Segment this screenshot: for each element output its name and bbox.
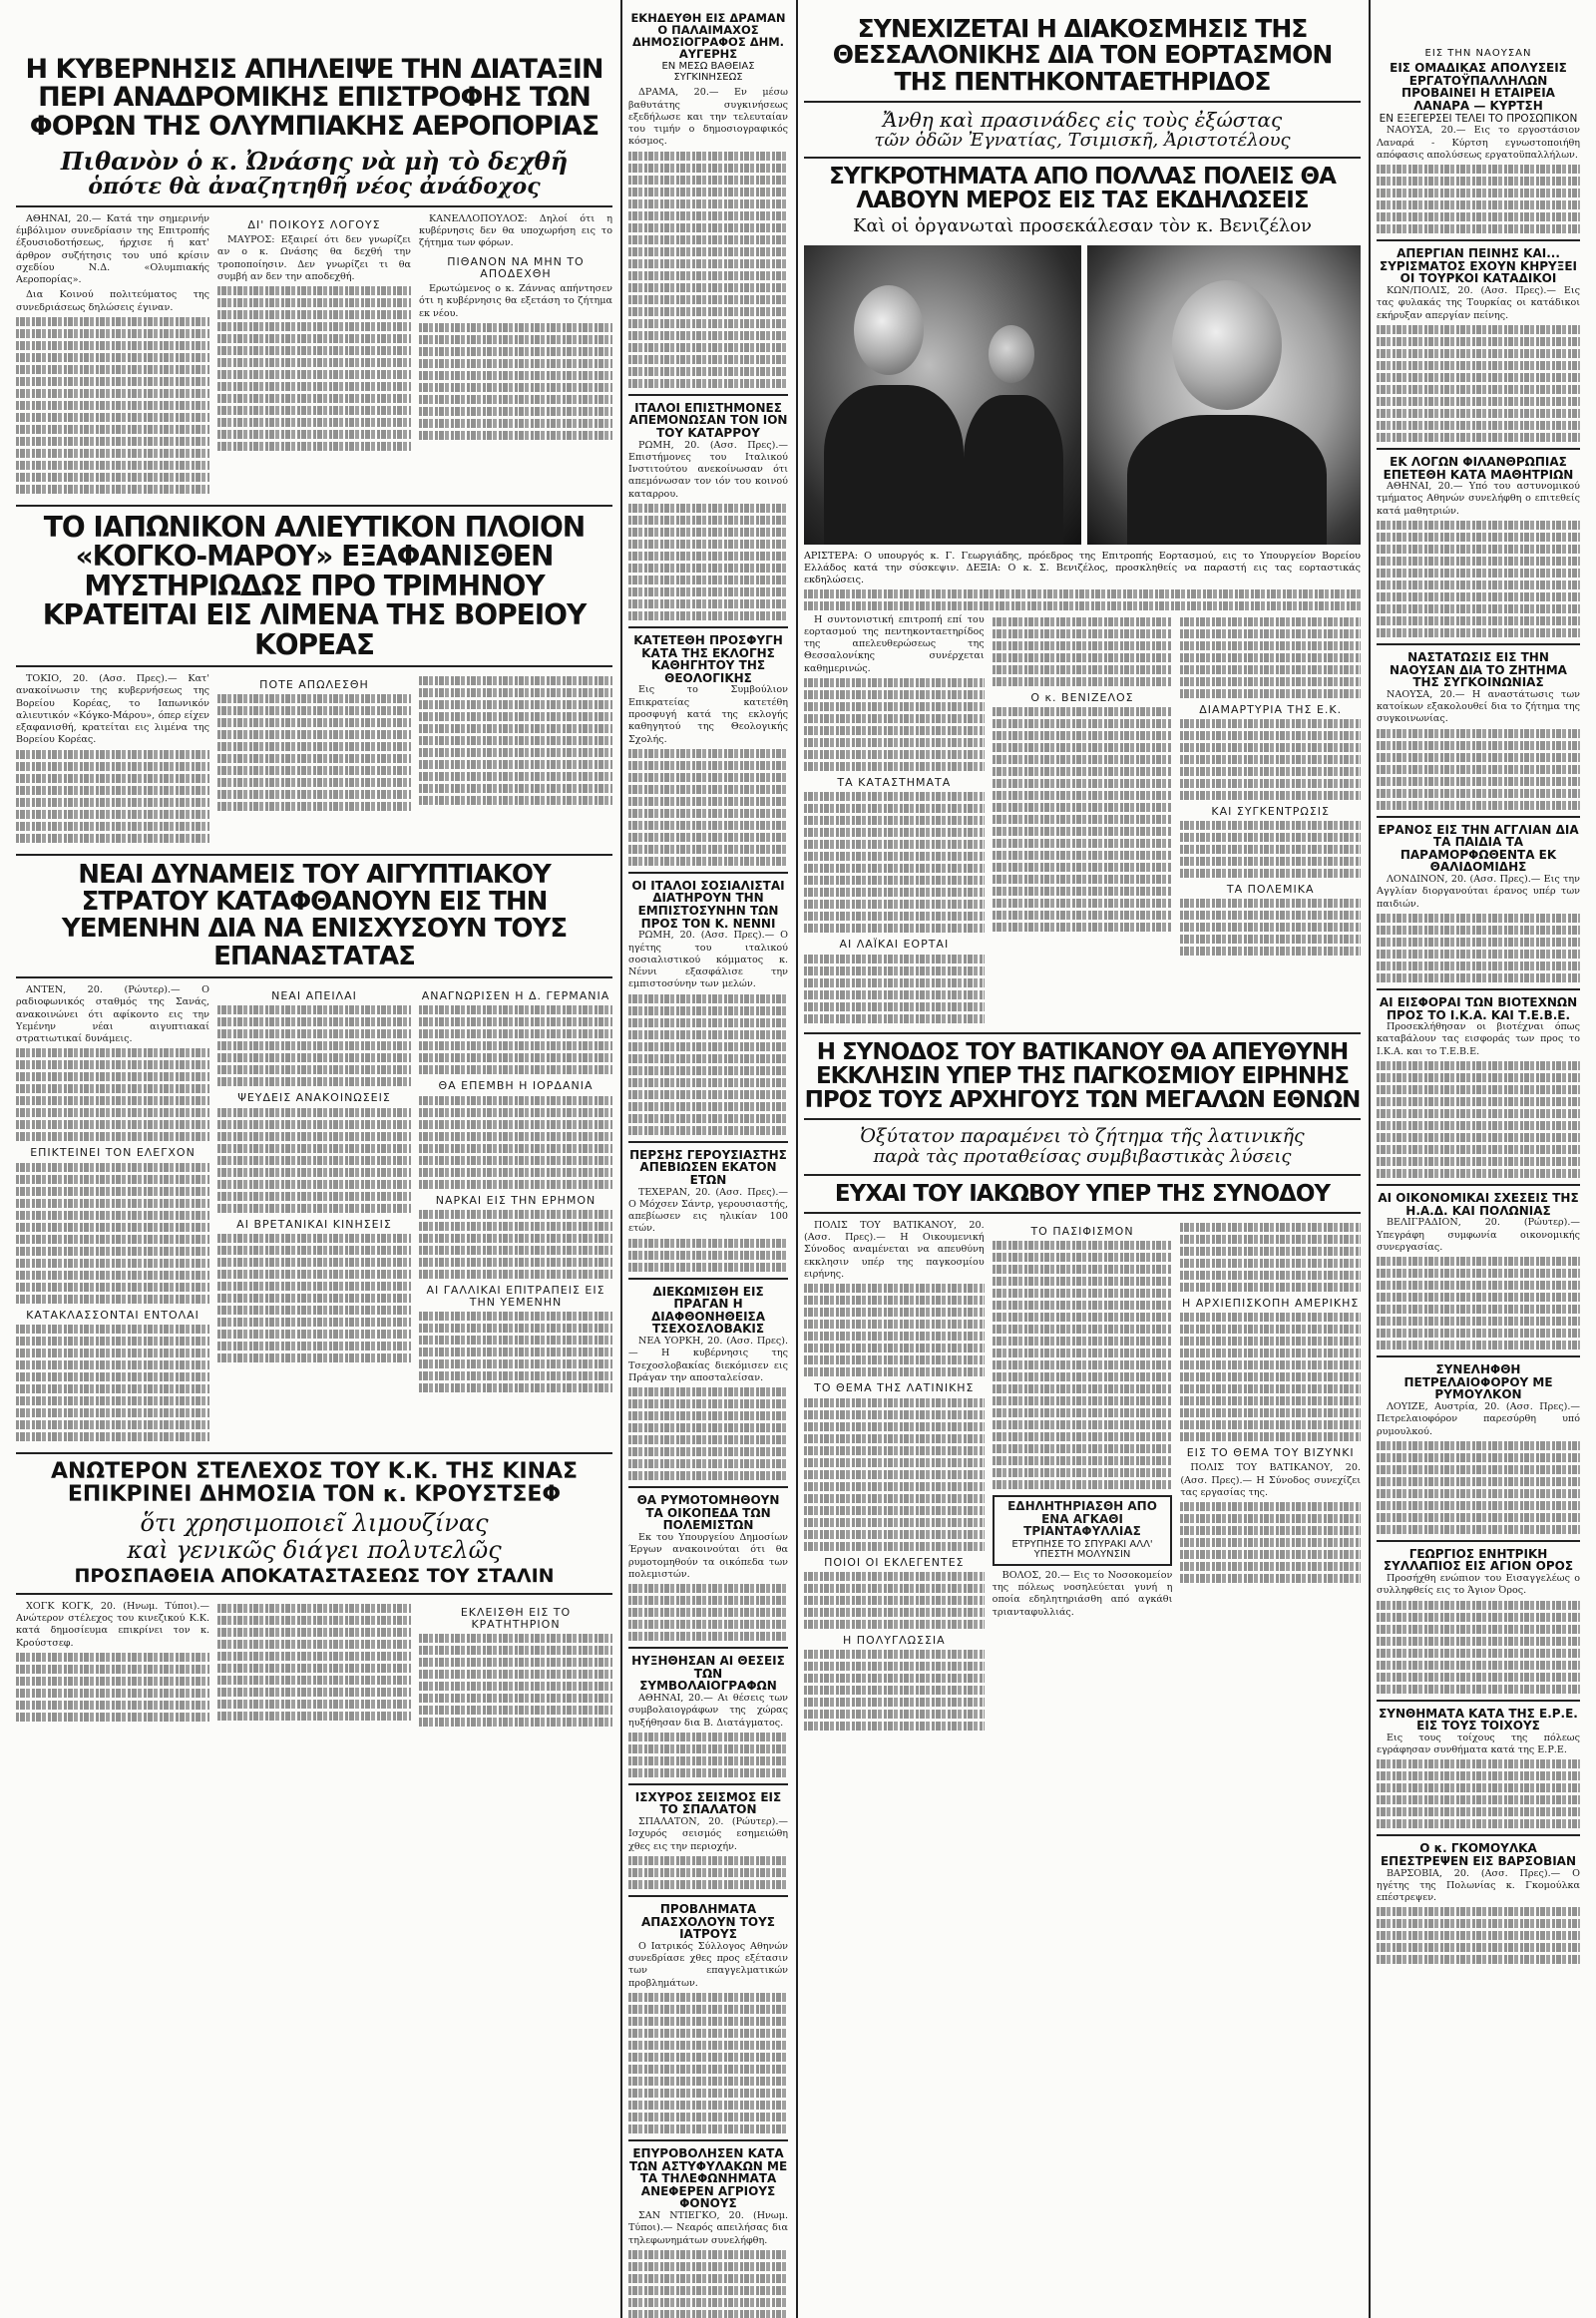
article-paragraph: Εις το Συμβούλιον Επικρατείας κατετέθη προσφυγή κατά της εκλογής καθηγητού της Θεολογικής Σχολής. xyxy=(628,684,788,745)
kicker: ΠΟΙΟΙ ΟΙ ΕΚΛΕΓΕΝΤΕΣ xyxy=(824,1555,965,1569)
headline-police-shooting: ΕΠΥΡΟΒΟΛΗΣΕΝ ΚΑΤΑ ΤΩΝ ΑΣΤΥΦΥΛΑΚΩΝ ΜΕ ΤΑ ΤΗΛΕΦΩΝΗΜΑΤΑ ΑΝΕΦΕΡΕΝ ΑΓΡΙΟΥΣ ΦΟΝΟΥΣ xyxy=(628,2145,788,2211)
kicker: ΑΙ ΓΑΛΛΙΚΑΙ ΕΠΙΤΡΑΠΕΙΣ ΕΙΣ ΤΗΝ ΥΕΜΕΝΗΝ xyxy=(426,1283,605,1310)
headline-stalin: ΠΡΟΣΠΑΘΕΙΑ ΑΠΟΚΑΤΑΣΤΑΣΕΩΣ ΤΟΥ ΣΤΑΛΙΝ xyxy=(74,1564,555,1587)
subhead-new-contractor: ὁπότε θὰ ἀναζητηθῆ νέος ἀνάδοχος xyxy=(88,174,541,200)
headline-aviation: Η ΚΥΒΕΡΝΗΣΙΣ ΑΠΗΛΕΙΨΕ ΤΗΝ ΔΙΑΤΑΞΙΝ ΠΕΡΙ ΑΝΑΔΡΟΜΙΚΗΣ ΕΠΙΣΤΡΟΦΗΣ ΤΩΝ ΦΟΡΩΝ ΤΗΣ ΟΛΥΜΠΙΑΚΗΣ ΑΕΡΟΠΟΡΙΑΣ xyxy=(25,54,603,142)
headline-vatican-council: Η ΣΥΝΟΔΟΣ ΤΟΥ ΒΑΤΙΚΑΝΟΥ ΘΑ ΑΠΕΥΘΥΝΗ ΕΚΚΛΗΣΙΝ ΥΠΕΡ ΤΗΣ ΠΑΓΚΟΣΜΙΟΥ ΕΙΡΗΝΗΣ ΠΡΟΣ ΤΟΥΣ ΑΡΧΗΓΟΥΣ ΤΩΝ ΜΕΓΑΛΩΝ ΕΘΝΩΝ xyxy=(804,1038,1361,1113)
headline-gomulka: Ο κ. ΓΚΟΜΟΥΛΚΑ ΕΠΕΣΤΡΕΨΕΝ ΕΙΣ ΒΑΡΣΟΒΙΑΝ xyxy=(1380,1841,1577,1868)
kicker: ΔΙ' ΠΟΙΚΟΥΣ ΛΟΓΟΥΣ xyxy=(247,217,381,231)
article-paragraph: Προσεκλήθησαν οι βιοτέχναι όπως καταβάλουν τας εισφοράς των προς το Ι.Κ.Α. και το Τ.Ε.Β.Ε. xyxy=(1377,1021,1580,1057)
headline-layoffs: ΕΙΣ ΟΜΑΔΙΚΑΣ ΑΠΟΛΥΣΕΙΣ ΕΡΓΑΤΟΫΠΑΛΛΗΛΩΝ ΠΡΟΒΑΙΝΕΙ Η ΕΤΑΙΡΕΙΑ ΛΑΝΑΡΑ — ΚΥΡΤΣΗ xyxy=(1390,61,1567,113)
subhead-onassis: Πιθανὸν ὁ κ. Ὠνάσης νὰ μὴ τὸ δεχθῆ xyxy=(60,147,569,177)
article-paragraph: ΤΟΚΙΟ, 20. (Ασσ. Πρες).— Κατ' ανακοίνωσιν της κυβερνήσεως της Βορείου Κορέας, το Ιαπωνικόν αλιευτικόν «Κόγκο-Μάρου», όπερ είχεν εξαφανισθή, κρατείται εις λιμένα της Βορείου Κορέας. xyxy=(16,672,209,746)
article-paragraph: ΡΩΜΗ, 20. (Ασσ. Πρες).— Ο ηγέτης του ιταλικού σοσιαλιστικού κόμματος κ. Νέννι εξασφάλισε την εμπιστοσύνην των μελών. xyxy=(628,930,788,990)
headline-czech: ΔΙΕΚΩΜΙΣΘΗ ΕΙΣ ΠΡΑΓΑΝ Η ΔΙΑΦΘΟΝΗΘΕΙΣΑ ΤΣΕΧΟΣΛΟΒΑΚΙΣ xyxy=(650,1284,766,1337)
kicker: ΕΚΛΕΙΣΘΗ ΕΙΣ ΤΟ ΚΡΑΤΗΤΗΡΙΟΝ xyxy=(460,1605,572,1632)
column-center xyxy=(804,0,1361,2318)
kicker: Η ΠΟΛΥΓΛΩΣΣΙΑ xyxy=(843,1633,946,1647)
headline-naousa-transport: ΝΑΣΤΑΤΩΣΙΣ ΕΙΣ ΤΗΝ ΝΑΟΥΣΑΝ ΔΙΑ ΤΟ ΖΗΤΗΜΑ ΤΗΣ ΣΥΓΚΟΙΝΩΝΙΑΣ xyxy=(1390,650,1567,690)
article-paragraph: Δια Κοινού πολιτεύματος της συνεδριάσεως δηλώσεις έγιναν. xyxy=(16,289,209,313)
article-paragraph: ΠΟΛΙΣ ΤΟΥ ΒΑΤΙΚΑΝΟΥ, 20. (Ασσ. Πρες).— Η Σύνοδος συνεχίζει τας εργασίας της. xyxy=(1180,1462,1361,1498)
article-paragraph: ΧΟΓΚ ΚΟΓΚ, 20. (Ηνωμ. Τύποι).— Ανώτερον στέλεχος του κινεζικού Κ.Κ. κατά δημοσίευμα επικρίνει τον κ. Κρούστσεφ. xyxy=(16,1600,209,1649)
column-rule xyxy=(620,0,622,2318)
article-paragraph: ΒΟΛΟΣ, 20.— Εις το Νοσοκομείον της πόλεως νοσηλεύεται γυνή η οποία εδηλητηριάσθη από αγκάθι τριανταφυλλιάς. xyxy=(992,1569,1173,1618)
headline-ere-slogans: ΣΥΝΘΗΜΑΤΑ ΚΑΤΑ ΤΗΣ Ε.Ρ.Ε. ΕΙΣ ΤΟΥΣ ΤΟΙΧΟΥΣ xyxy=(1379,1706,1578,1734)
kicker: ΠΟΤΕ ΑΠΩΛΕΣΘΗ xyxy=(259,677,369,691)
headline-ika-tebe: ΑΙ ΕΙΣΦΟΡΑΙ ΤΩΝ ΒΙΟΤΕΧΝΩΝ ΠΡΟΣ ΤΟ Ι.Κ.Α. ΚΑΙ Τ.Ε.Β.Ε. xyxy=(1379,994,1578,1022)
subhead-compromise: παρὰ τὰς προταθείσας συμβιβαστικὰς λύσεις xyxy=(873,1145,1292,1167)
article-paragraph: ΛΟΝΔΙΝΟΝ, 20. (Ασσ. Πρες).— Εις την Αγγλίαν διοργανούται έρανος υπέρ των παιδιών. xyxy=(1377,874,1580,910)
article-paragraph: ΝΕΑ ΥΟΡΚΗ, 20. (Ασσ. Πρες).— Η κυβέρνησις της Τσεχοσλοβακίας διεκόμισεν εις Πράγαν την αποσταλείσαν. xyxy=(628,1336,788,1383)
article-paragraph: ΒΕΛΙΓΡΑΔΙΟΝ, 20. (Ρώυτερ).— Υπεγράφη συμφωνία οικονομικής συνεργασίας. xyxy=(1377,1217,1580,1253)
headline-doctors: ΠΡΟΒΛΗΜΑΤΑ ΑΠΑΣΧΟΛΟΥΝ ΤΟΥΣ ΙΑΤΡΟΥΣ xyxy=(641,1901,775,1942)
kicker: ΠΙΘΑΝΟΝ ΝΑ ΜΗΝ ΤΟ ΑΠΟΔΕΧΘΗ xyxy=(447,254,585,280)
article-aviation-body xyxy=(16,213,612,497)
article-paragraph: ΡΩΜΗ, 20. (Ασσ. Πρες).— Επιστήμονες του Ιταλικού Ινστιτούτου ανεκοίνωσαν ότι απεμόνωσαν τον ιόν του κοινού καταρρου. xyxy=(628,439,788,500)
article-paragraph: Ερωτώμενος ο κ. Ζάννας απήντησεν ότι η κυβέρνησις θα εξετάση το ζήτημα εκ νέου. xyxy=(419,283,612,319)
article-paragraph: ΠΟΛΙΣ ΤΟΥ ΒΑΤΙΚΑΝΟΥ, 20. (Ασσ. Πρες).— Η Οικουμενική Σύνοδος αναμένεται να απευθύνη εκκλησιν υπέρ της παγκοσμίου ειρήνης. xyxy=(804,1219,985,1280)
article-paragraph: ΑΘΗΝΑΙ, 20.— Υπό του αστυνομικού τμήματος Αθηνών συνελήφθη ο επιτεθείς κατά μαθητριών. xyxy=(1377,481,1580,517)
article-khrushchev-body xyxy=(16,1601,612,1731)
article-thessaloniki-body xyxy=(804,614,1361,1026)
subhead-rose-thorn: ΕΤΡΥΠΗΣΕ ΤΟ ΣΠΥΡΑΚΙ ΑΛΛ' ΥΠΕΣΤΗ ΜΟΛΥΝΣΙΝ xyxy=(1011,1538,1153,1561)
kicker: ΕΙΣ ΤΟ ΘΕΜΑ ΤΟΥ ΒΙΖΥΝΚΙ xyxy=(1186,1446,1355,1460)
kicker: ΘΑ ΕΠΕΜΒΗ Η ΙΟΡΔΑΝΙΑ xyxy=(438,1079,594,1093)
article-paragraph: Προσήχθη ενώπιον του Εισαγγελέως ο συλληφθείς εις το Άγιον Όρος. xyxy=(1377,1572,1580,1597)
kicker: ΚΑΤΑΚΛΑΣΣΟΝΤΑΙ ΕΝΤΟΛΑΙ xyxy=(26,1308,200,1322)
article-yemen-body xyxy=(16,984,612,1444)
kicker: ΔΙΑΜΑΡΤΥΡΙΑ ΤΗΣ Ε.Κ. xyxy=(1199,702,1343,716)
article-paragraph: ΣΠΑΛΑΤΟΝ, 20. (Ρώυτερ).— Ισχυρός σεισμός εσημειώθη χθες εις την περιοχήν. xyxy=(628,1816,788,1852)
column-rule xyxy=(1369,0,1371,2318)
headline-mount-athos: ΓΕΩΡΓΙΟΣ ΕΝΗΤΡΙΚΗ ΣΥΛΛΑΠΙΟΣ ΕΙΣ ΑΓΙΟΝ ΟΡΟΣ xyxy=(1383,1546,1574,1574)
subhead-flowers: Ἄνθη καὶ πρασινάδες εἰς τοὺς ἐξώστας xyxy=(882,107,1283,132)
headline-rose-thorn: ΕΔΗΛΗΤΗΡΙΑΣΘΗ ΑΠΟ ΕΝΑ ΑΓΚΑΘΙ ΤΡΙΑΝΤΑΦΥΛΛΙΑΣ xyxy=(1007,1499,1157,1539)
article-paragraph: ΑΘΗΝΑΙ, 20.— Κατά την σημερινήν έμβόλιμον συνεδρίασιν της Επιτροπής έξουσιοδοτήσεως, ήρχισε ή κατ' άρθρον συζήτησις του υπό κρίσιν σχεδίου Ν.Δ. «Ολυμπιακής Αεροπορίας». xyxy=(16,212,209,286)
subhead-limousines: ὅτι χρησιμοποιεῖ λιμουζίνας xyxy=(140,1509,489,1538)
article-paragraph: ΝΑΟΥΣΑ, 20.— Η αναστάτωσις των κατοίκων εξακολουθεί δια το ζήτημα της συγκοινωνίας. xyxy=(1377,688,1580,725)
headline-earthquake: ΙΣΧΥΡΟΣ ΣΕΙΣΜΟΣ ΕΙΣ ΤΟ ΣΠΑΛΑΤΟΝ xyxy=(634,1789,782,1817)
column-right xyxy=(1377,0,1580,2318)
article-paragraph: ΣΑΝ ΝΤΙΕΓΚΟ, 20. (Ηνωμ. Τύποι).— Νεαρός απειλήσας δια τηλεφωνημάτων συνελήφθη. xyxy=(628,2209,788,2246)
kicker: ΑΝΑΓΝΩΡΙΣΕΝ Η Δ. ΓΕΡΜΑΝΙΑ xyxy=(421,988,610,1002)
subhead-luxury: καὶ γενικῶς διάγει πολυτελῶς xyxy=(127,1535,502,1564)
kicker: ΕΠΙΚΤΕΙΝΕΙ ΤΟΝ ΕΛΕΓΧΟΝ xyxy=(30,1146,196,1160)
kicker: Ο κ. ΒΕΝΙΖΕΛΟΣ xyxy=(1030,690,1134,704)
kicker: Η ΑΡΧΙΕΠΙΣΚΟΠΗ ΑΜΕΡΙΚΗΣ xyxy=(1182,1296,1360,1310)
kicker: ΤΟ ΘΕΜΑ ΤΗΣ ΛΑΤΙΝΙΚΗΣ xyxy=(814,1381,975,1395)
subhead-layoffs: ΕΝ ΕΞΕΓΕΡΣΕΙ ΤΕΛΕΙ ΤΟ ΠΡΟΣΩΠΙΚΟΝ xyxy=(1379,113,1578,126)
headline-thalidomide: ΕΡΑΝΟΣ ΕΙΣ ΤΗΝ ΑΓΓΛΙΑΝ ΔΙΑ ΤΑ ΠΑΙΔΙΑ ΤΑ ΠΑΡΑΜΟΡΦΩΘΕΝΤΑ ΕΚ ΘΑΛΙΔΟΜΙΔΗΣ xyxy=(1378,822,1579,875)
headline-notaries: ΗΥΞΗΘΗΣΑΝ ΑΙ ΘΕΣΕΙΣ ΤΩΝ ΣΥΜΒΟΛΑΙΟΓΡΑΦΩΝ xyxy=(631,1654,785,1694)
kicker: ΤΑ ΠΟΛΕΜΙΚΑ xyxy=(1226,883,1315,897)
headline-chinese-cadre: ΑΝΩΤΕΡΟΝ ΣΤΕΛΕΧΟΣ ΤΟΥ Κ.Κ. ΤΗΣ ΚΙΝΑΣ ΕΠΙΚΡΙΝΕΙ ΔΗΜΟΣΙΑ ΤΟΝ κ. ΚΡΟΥΣΤΣΕΦ xyxy=(50,1458,579,1508)
column-middle-narrow xyxy=(628,0,788,2318)
kicker: ΚΑΙ ΣΥΓΚΕΝΤΡΩΣΙΣ xyxy=(1211,804,1330,818)
subhead-streets: τῶν ὁδῶν Ἐγνατίας, Τσιμισκῆ, Ἀριστοτέλους xyxy=(874,129,1291,151)
article-vatican-body xyxy=(804,1220,1361,1734)
headline-hunger-strike: ΑΠΕΡΓΙΑΝ ΠΕΙΝΗΣ ΚΑΙ... ΣΥΡΙΣΜΑΤΟΣ ΕΧΟΥΝ ΚΗΡΥΞΕΙ ΟΙ ΤΟΥΡΚΟΙ ΚΑΤΑΔΙΚΟΙ xyxy=(1380,246,1577,286)
article-paragraph: ΛΟΥΙΖΕ, Αυστρία, 20. (Ασσ. Πρες).— Πετρελαιοφόρον παρεσύρθη υπό ρυμουλκού. xyxy=(1377,1400,1580,1437)
headline-thessaloniki: ΣΥΝΕΧΙΖΕΤΑΙ Η ΔΙΑΚΟΣΜΗΣΙΣ ΤΗΣ ΘΕΣΣΑΛΟΝΙΚΗΣ ΔΙΑ ΤΟΝ ΕΟΡΤΑΣΜΟΝ ΤΗΣ ΠΕΝΤΗΚΟΝΤΑΕΤΗΡΙΔΟΣ xyxy=(832,14,1333,96)
article-paragraph: ΤΕΧΕΡΑΝ, 20. (Ασσ. Πρες).— Ο Μόχσεν Σάντρ, γερουσιαστής, απεβίωσεν εις ηλικίαν 100 ετών. xyxy=(628,1186,788,1235)
article-paragraph: Εις τους τοίχους της πόλεως εγράφησαν συνθήματα κατά της Ε.Ρ.Ε. xyxy=(1377,1732,1580,1756)
column-rule xyxy=(796,0,798,2318)
article-paragraph: ΑΘΗΝΑΙ, 20.— Αι θέσεις των συμβολαιογράφων της χώρας ηυξήθησαν δια Β. Διατάγματος. xyxy=(628,1693,788,1729)
photo-georgiadis xyxy=(804,245,1081,545)
article-paragraph: Ο Ιατρικός Σύλλογος Αθηνών συνεδρίασε χθες προς εξέτασιν των επαγγελματικών προβλημάτων. xyxy=(628,1940,788,1989)
subhead-avgeris: ΕΝ ΜΕΣΩ ΒΑΘΕΙΑΣ ΣΥΓΚΙΝΗΣΕΩΣ xyxy=(661,61,755,83)
kicker: ΝΑΡΚΑΙ ΕΙΣ ΤΗΝ ΕΡΗΜΟΝ xyxy=(435,1193,597,1207)
subhead-latin: Ὀξύτατον παραμένει τὸ ζήτημα τῆς λατινικῆς xyxy=(860,1125,1305,1148)
article-paragraph: Εκ του Υπουργείου Δημοσίων Έργων ανακοινούται ότι θα ρυμοτομηθούν τα οικόπεδα των πολεμιστών. xyxy=(628,1532,788,1580)
article-paragraph: ΒΑΡΣΟΒΙΑ, 20. (Ασσ. Πρες).— Ο ηγέτης της Πολωνίας κ. Γκομούλκα επέστρεψεν. xyxy=(1377,1867,1580,1904)
headline-plots: ΘΑ ΡΥΜΟΤΟΜΗΘΟΥΝ ΤΑ ΟΙΚΟΠΕΔΑ ΤΩΝ ΠΟΛΕΜΙΣΤΩΝ xyxy=(636,1493,780,1533)
article-paragraph: ΚΑΝΕΛΛΟΠΟΥΛΟΣ: Δηλοί ότι η κυβέρνησις δεν θα υποχωρήση εις το ζήτημα των φόρων. xyxy=(419,212,612,249)
headline-ensembles: ΣΥΓΚΡΟΤΗΜΑΤΑ ΑΠΟ ΠΟΛΛΑΣ ΠΟΛΕΙΣ ΘΑ ΛΑΒΟΥΝ ΜΕΡΟΣ ΕΙΣ ΤΑΣ ΕΚΔΗΛΩΣΕΙΣ xyxy=(829,163,1336,213)
headline-iakovos: ΕΥΧΑΙ ΤΟΥ ΙΑΚΩΒΟΥ ΥΠΕΡ ΤΗΣ ΣΥΝΟΔΟΥ xyxy=(834,1180,1331,1207)
photo-venizelos xyxy=(1087,245,1361,545)
column-left xyxy=(16,0,612,2318)
article-paragraph: ΝΑΟΥΣΑ, 20.— Εις το εργοστάσιον Λαναρά - Κύρτση εγνωστοποιήθη απόφασις απολύσεως εργατοϋπαλλήλων. xyxy=(1377,125,1580,161)
headline-avgeris: ΕΚΗΔΕΥΘΗ ΕΙΣ ΔΡΑΜΑΝ Ο ΠΑΛΑΙΜΑΧΟΣ ΔΗΜΟΣΙΟΓΡΑΦΟΣ ΔΗΜ. ΑΥΓΕΡΗΣ xyxy=(630,11,786,62)
kicker: ΝΕΑΙ ΑΠΕΙΛΑΙ xyxy=(271,988,357,1002)
headline-italian-socialists: ΟΙ ΙΤΑΛΟΙ ΣΟΣΙΑΛΙΣΤΑΙ ΔΙΑΤΗΡΟΥΝ ΤΗΝ ΕΜΠΙΣΤΟΣΥΝΗΝ ΤΩΝ ΠΡΟΣ ΤΟΝ Κ. ΝΕΝΝΙ xyxy=(631,878,785,931)
headline-tanker: ΣΥΝΕΛΗΦΘΗ ΠΕΤΡΕΛΑΙΟΦΟΡΟΥ ΜΕ ΡΥΜΟΥΛΚΟΝ xyxy=(1403,1362,1553,1402)
article-paragraph: ΑΝΤΕΝ, 20. (Ρώυτερ).— Ο ραδιοφωνικός σταθμός της Σανάς, ανακοινώνει ότι αφίκοντο εις την Υεμένην νέαι αιγυπτιακαί στρατιωτικαί δυνάμεις. xyxy=(16,983,209,1045)
kicker: ΨΕΥΔΕΙΣ ΑΝΑΚΟΙΝΩΣΕΙΣ xyxy=(237,1091,391,1105)
headline-theology-appeal: ΚΑΤΕΤΕΘΗ ΠΡΟΣΦΥΓΗ ΚΑΤΑ ΤΗΣ ΕΚΛΟΓΗΣ ΚΑΘΗΓΗΤΟΥ ΤΗΣ ΘΕΟΛΟΓΙΚΗΣ xyxy=(633,633,783,685)
subhead-venizelos-invite: Καὶ οἱ ὀργανωταὶ προσεκάλεσαν τὸν κ. Βενιζέλον xyxy=(853,214,1312,236)
headline-schoolgirls: ΕΚ ΛΟΓΩΝ ΦΙΛΑΝΘΡΩΠΙΑΣ ΕΠΕΤΕΘΗ ΚΑΤΑ ΜΑΘΗΤΡΙΩΝ xyxy=(1383,454,1574,482)
article-ship-body xyxy=(16,673,612,846)
kicker: ΤΟ ΠΑΣΙΦΙΣΜΟΝ xyxy=(1030,1224,1134,1238)
article-paragraph: ΜΑΥΡΟΣ: Εξαιρεί ότι δεν γνωρίζει αν ο κ. Ωνάσης θα δεχθή την τροποποίησιν. Δεν γνωρίζει τι θα συμβή αν δεν την αποδεχθή. xyxy=(217,233,411,282)
headline-japanese-ship: ΤΟ ΙΑΠΩΝΙΚΟΝ ΑΛΙΕΥΤΙΚΟΝ ΠΛΟΙΟΝ «ΚΟΓΚΟ-ΜΑΡΟΥ» ΕΞΑΦΑΝΙΣΘΕΝ ΜΥΣΤΗΡΙΩΔΩΣ ΠΡΟ ΤΡΙΜΗΝΟΥ ΚΡΑΤΕΙΤΑΙ ΕΙΣ ΛΙΜΕΝΑ ΤΗΣ ΒΟΡΕΙΟΥ ΚΟΡΕΑΣ xyxy=(42,510,587,661)
photo-caption: ΑΡΙΣΤΕΡΑ: Ο υπουργός κ. Γ. Γεωργιάδης, πρόεδρος της Επιτροπής Εορτασμού, εις το Υπουργείον Βορείου Ελλάδος κατά την σύσκεψιν. ΔΕΞΙΑ: Ο κ. Σ. Βενιζέλος, προσκληθείς να παραστή εις τας εορταστικάς εκδηλώσεις. xyxy=(804,550,1361,585)
kicker: ΑΙ ΛΑΪΚΑΙ ΕΟΡΤΑΙ xyxy=(839,938,950,952)
headline-persian-senator: ΠΕΡΣΗΣ ΓΕΡΟΥΣΙΑΣΤΗΣ ΑΠΕΒΙΩΣΕΝ ΕΚΑΤΟΝ ΕΤΩΝ xyxy=(629,1147,787,1187)
article-paragraph: Η συντονιστική επιτροπή επί του εορτασμού της πεντηκονταετηρίδος της απελευθερώσεως της Θεσσαλονίκης συνέρχεται καθημερινώς. xyxy=(804,613,985,674)
headline-italian-scientists: ΙΤΑΛΟΙ ΕΠΙΣΤΗΜΟΝΕΣ ΑΠΕΜΟΝΩΣΑΝ ΤΟΝ ΙΟΝ ΤΟΥ ΚΑΤΑΡΡΟΥ xyxy=(628,400,788,440)
kicker: ΑΙ ΒΡΕΤΑΝΙΚΑΙ ΚΙΝΗΣΕΙΣ xyxy=(236,1217,392,1231)
kicker: ΤΑ ΚΑΤΑΣΤΗΜΑΤΑ xyxy=(837,776,952,789)
headline-yugoslavia-poland: ΑΙ ΟΙΚΟΝΟΜΙΚΑΙ ΣΧΕΣΕΙΣ ΤΗΣ Η.Α.Δ. ΚΑΙ ΠΟΛΩΝΙΑΣ xyxy=(1378,1191,1579,1218)
article-paragraph: ΔΡΑΜΑ, 20.— Εν μέσω βαθυτάτης συγκινήσεως εξεδήλωσε και την τελευταίαν του τιμήν ο δημοσιογραφικός κόσμος. xyxy=(628,87,788,148)
headline-egyptian-army: ΝΕΑΙ ΔΥΝΑΜΕΙΣ ΤΟΥ ΑΙΓΥΠΤΙΑΚΟΥ ΣΤΡΑΤΟΥ ΚΑΤΑΦΘΑΝΟΥΝ ΕΙΣ ΤΗΝ ΥΕΜΕΝΗΝ ΔΙΑ ΝΑ ΕΝΙΣΧΥΣΟΥΝ ΤΟΥΣ ΕΠΑΝΑΣΤΑΤΑΣ xyxy=(61,859,568,971)
article-paragraph: ΚΩΝ/ΠΟΛΙΣ, 20. (Ασσ. Πρες).— Εις τας φυλακάς της Τουρκίας οι κατάδικοι εκήρυξαν απεργίαν πείνης. xyxy=(1377,285,1580,321)
kicker: ΕΙΣ ΤΗΝ ΝΑΟΥΣΑΝ xyxy=(1424,48,1532,59)
